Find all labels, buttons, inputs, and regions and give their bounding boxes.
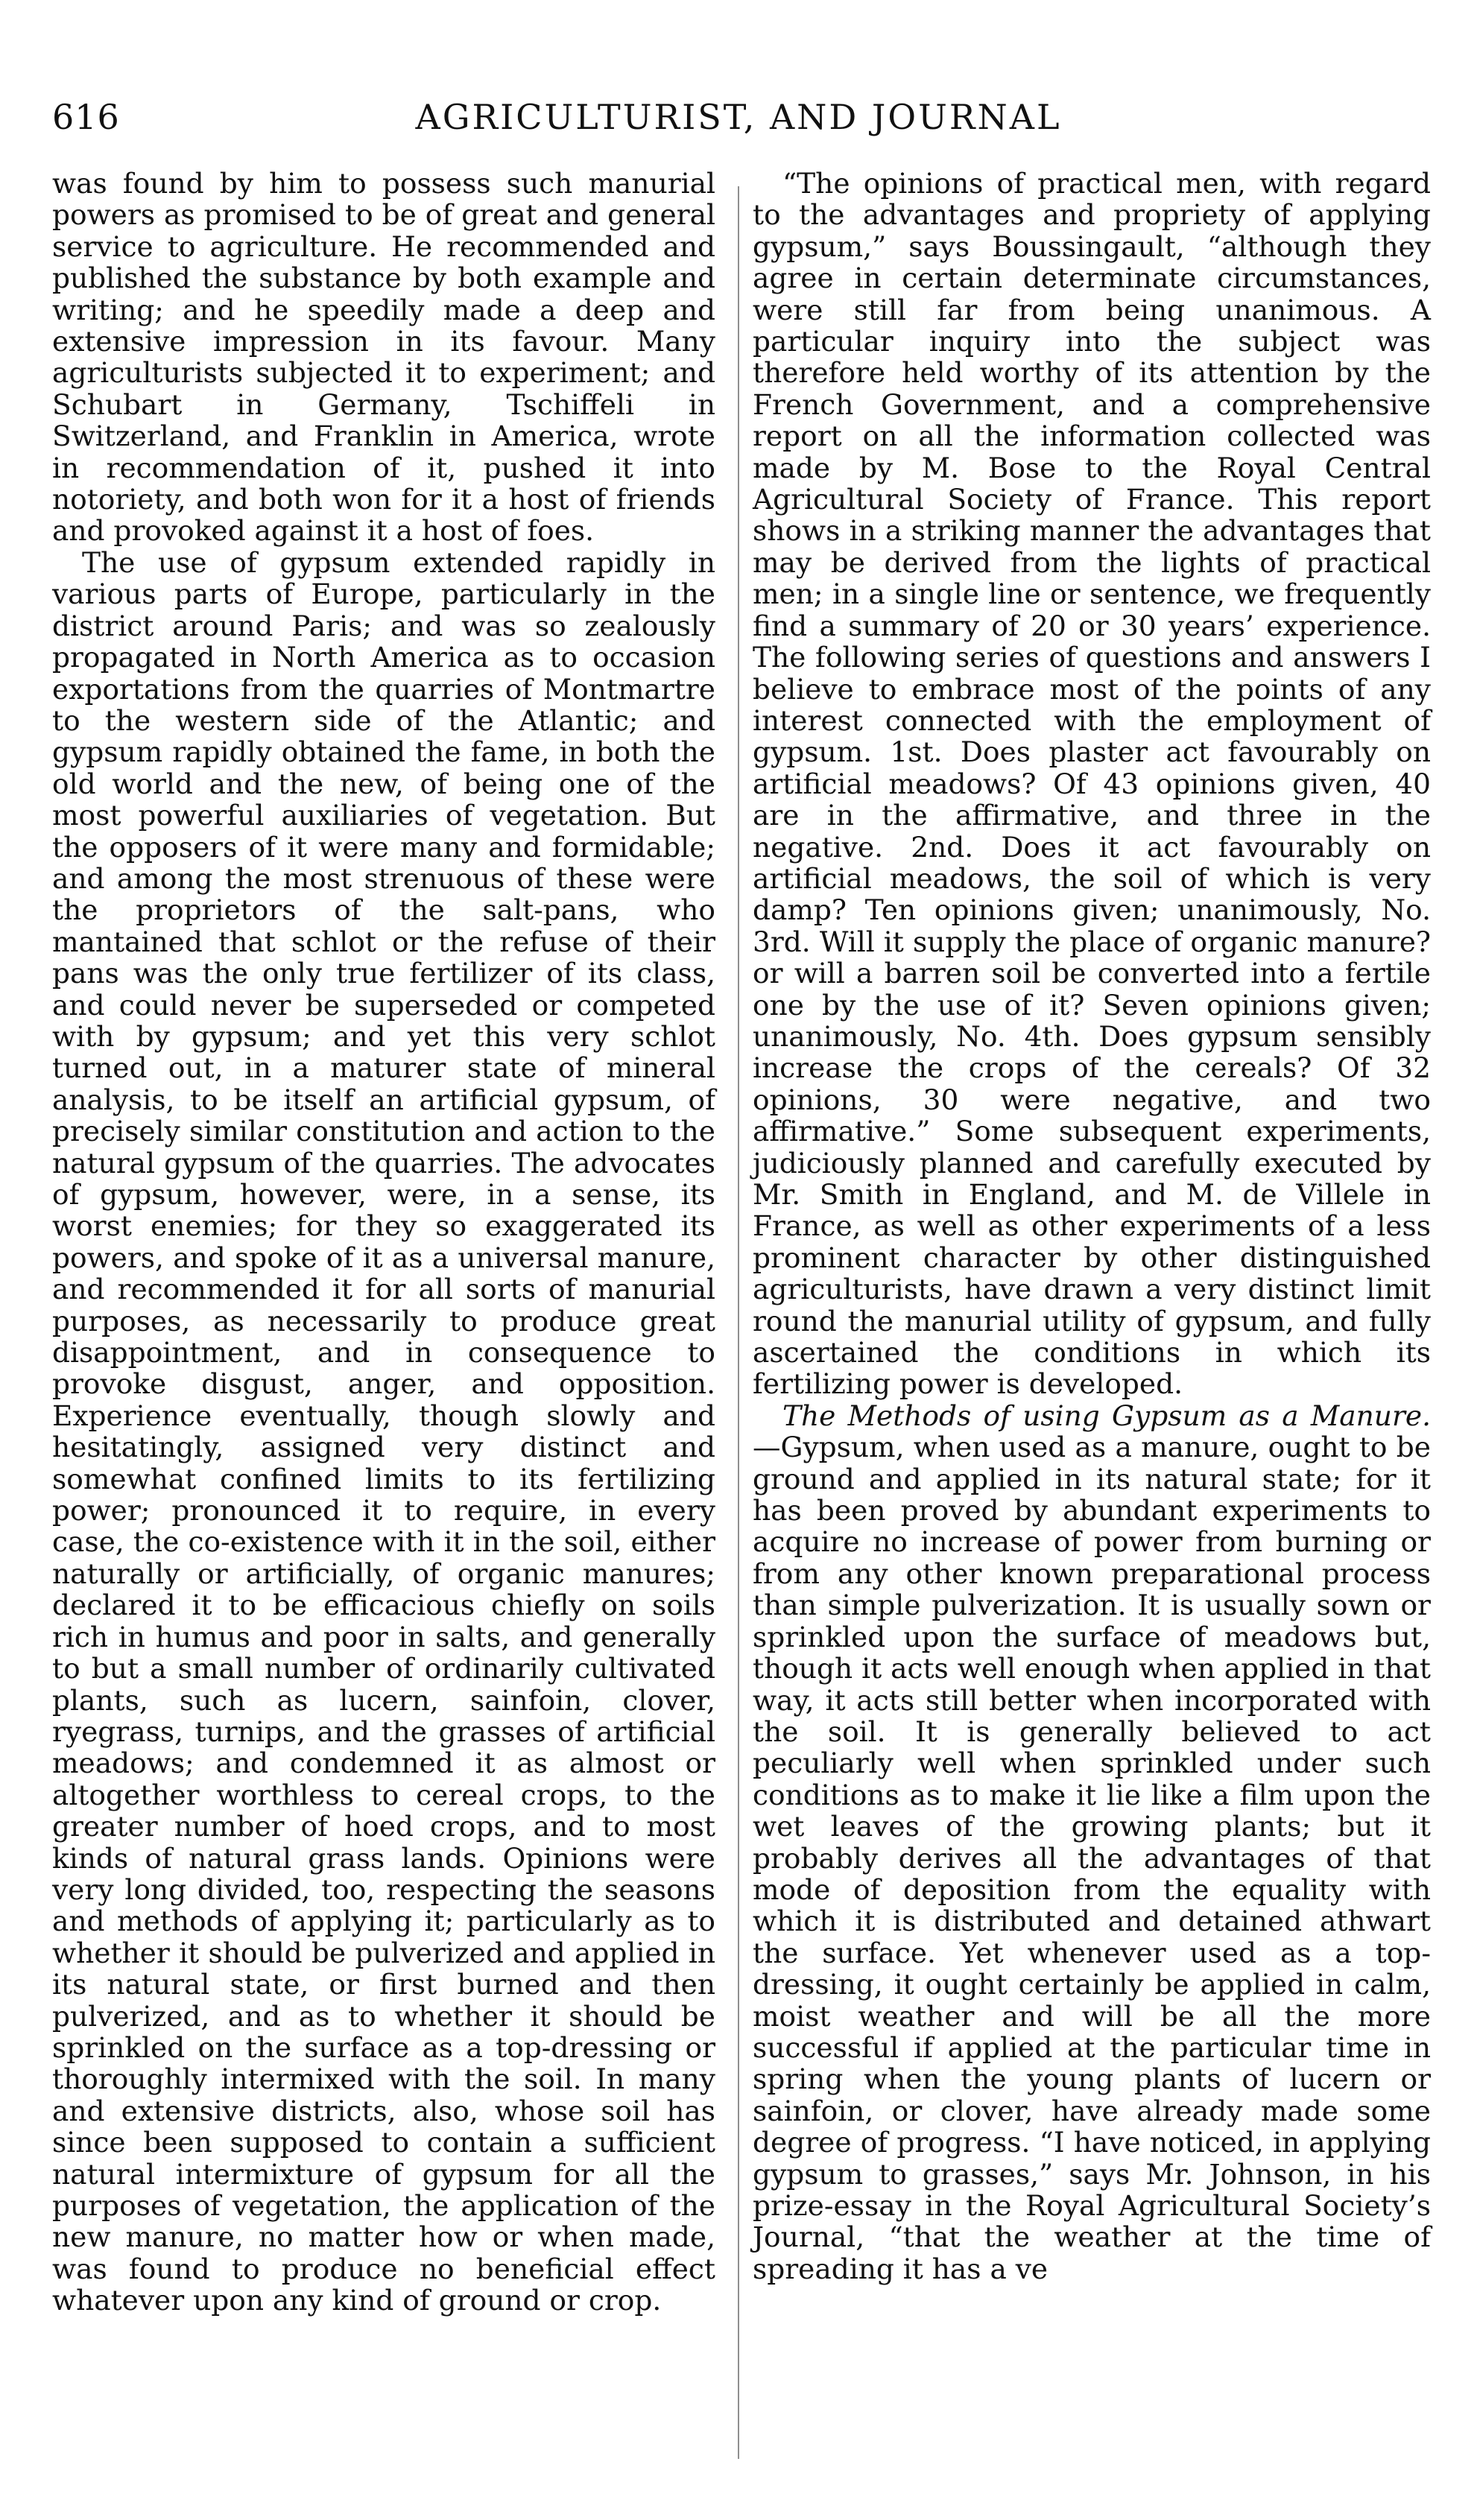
- paragraph: “The opinions of practical men, with regard to the advantages and propriety of applying gypsum,” says Boussingault, “although they agree in certain determinate circumstances, were still far from being unanimous. A particular inquiry into the subject was therefore held worthy of its attention by the French Government, and a comprehensive report on all the information collected was made by M. Bose to the Royal Central Agricultural Society of France. This report shows in a striking manner the advantages that may be derived from the lights of practical men; in a single line or sentence, we frequently find a summary of 20 or 30 years’ experience. The following series of questions and answers I believe to embrace most of the points of any interest connected with the employment of gypsum. 1st. Does plaster act favourably on artificial meadows? Of 43 opinions given, 40 are in the affirmative, and three in the negative. 2nd. Does it act favourably on artificial meadows, the soil of which is very damp? Ten opinions given; unanimously, No. 3rd. Will it supply the place of organic manure? or will a barren soil be converted into a fertile one by the use of it? Seven opinions given; unanimously, No. 4th. Does gypsum sensibly increase the crops of the cereals? Of 32 opinions, 30 were negative, and two affirmative.” Some subsequent experiments, judiciously planned and carefully executed by Mr. Smith in England, and M. de Villele in France, as well as other experiments of a less prominent character by other distinguished agriculturists, have drawn a very distinct limit round the manurial utility of gypsum, and fully ascertained the conditions in which its fertilizing power is developed.: [753, 167, 1431, 1401]
- page-header: [52, 97, 1425, 149]
- running-title: AGRICULTURIST, AND JOURNAL: [415, 97, 1062, 137]
- column-divider: [738, 186, 739, 2459]
- section-body: —Gypsum, when used as a manure, ought to be ground and applied in its natural state; for it has been proved by abundant experiments to acquire no increase of power from burning or from any other known preparational process than simple pulverization. It is usually sown or sprinkled upon the surface of meadows but, though it acts well enough when applied in that way, it acts still better when incorporated with the soil. It is generally believed to act peculiarly well when sprinkled under such conditions as to make it lie like a film upon the wet leaves of the growing plants; but it probably derives all the advantages of that mode of deposition from the equality with which it is distributed and detained athwart the surface. Yet whenever used as a top-dressing, it ought certainly be applied in calm, moist weather and will be all the more successful if applied at the particular time in spring when the young plants of lucern or sainfoin, or clover, have already made some degree of progress. “I have noticed, in applying gypsum to grasses,” says Mr. Johnson, in his prize-essay in the Royal Agricultural Society’s Journal, “that the weather at the time of spreading it has a ve: [753, 1431, 1431, 2285]
- paragraph: The use of gypsum extended rapidly in various parts of Europe, particularly in the district around Paris; and was so zealously propagated in North America as to occasion exportations from the quarries of Montmartre to the western side of the Atlantic; and gypsum rapidly obtained the fame, in both the old world and the new, of being one of the most powerful auxiliaries of vegetation. But the opposers of it were many and formidable; and among the most strenuous of these were the proprietors of the salt-pans, who mantained that schlot or the refuse of their pans was the only true fertilizer of its class, and could never be superseded or competed with by gypsum; and yet this very schlot turned out, in a maturer state of mineral analysis, to be itself an artificial gypsum, of precisely similar constitution and action to the natural gypsum of the quarries. The advocates of gypsum, however, were, in a sense, its worst enemies; for they so exaggerated its powers, and spoke of it as a universal manure, and recommended it for all sorts of manurial purposes, as necessarily to produce great disappointment, and in consequence to provoke disgust, anger, and opposition. Experience eventually, though slowly and hesitatingly, assigned very distinct and somewhat confined limits to its fertilizing power; pronounced it to require, in every case, the co-existence with it in the soil, either naturally or artificially, of organic manures; declared it to be efficacious chiefly on soils rich in humus and poor in salts, and generally to but a small number of ordinarily cultivated plants, such as lucern, sainfoin, clover, ryegrass, turnips, and the grasses of artificial meadows; and condemned it as almost or altogether worthless to cereal crops, to the greater number of hoed crops, and to most kinds of natural grass lands. Opinions were very long divided, too, respecting the seasons and methods of applying it; particularly as to whether it should be pulverized and applied in its natural state, or first burned and then pulverized, and as to whether it should be sprinkled on the surface as a top-dressing or thoroughly intermixed with the soil. In many and extensive districts, also, whose soil has since been supposed to contain a sufficient natural intermixture of gypsum for all the purposes of vegetation, the application of the new manure, no matter how or when made, was found to produce no beneficial effect whatever upon any kind of ground or crop.: [52, 545, 715, 2317]
- paragraph: was found by him to possess such manurial powers as promised to be of great and general service to agriculture. He recommended and published the substance by both example and writing; and he speedily made a deep and extensive impression in its favour. Many agriculturists subjected it to experiment; and Schubart in Germany, Tschiffeli in Switzerland, and Franklin in America, wrote in recommendation of it, pushed it into notoriety, and both won for it a host of friends and provoked against it a host of foes.: [52, 167, 715, 548]
- left-column: [52, 168, 715, 2317]
- page-number: 616: [52, 97, 120, 137]
- section-paragraph: [753, 1400, 1431, 2285]
- section-title: The Methods of using Gypsum as a Manure.: [782, 1399, 1431, 1432]
- right-column: [753, 168, 1431, 2285]
